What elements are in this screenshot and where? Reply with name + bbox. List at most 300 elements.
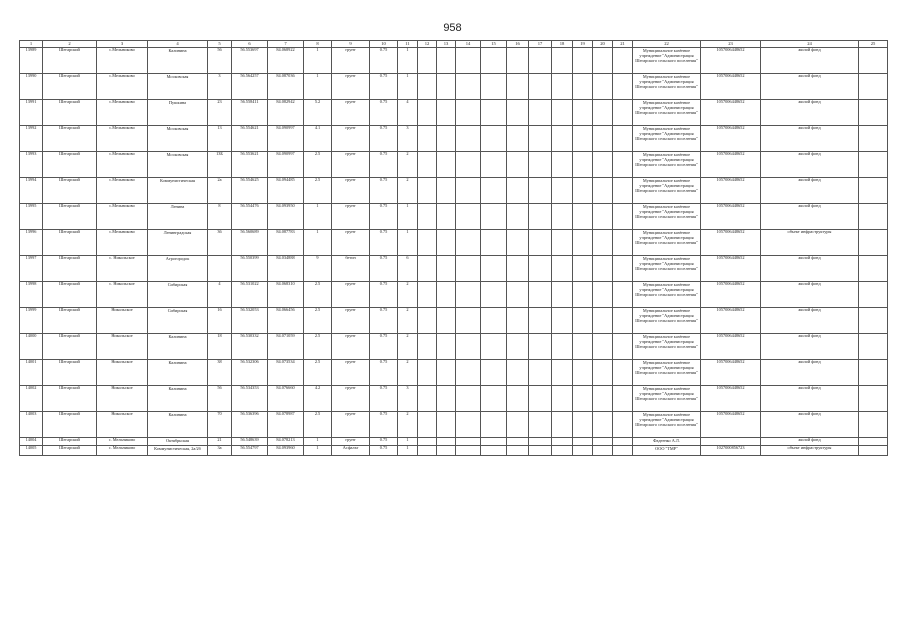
cell-owner: Муниципальное казённое учреждение "Администрация Шегарского сельского поселения" — [633, 48, 701, 74]
cell-purpose: жилой фонд — [761, 256, 859, 282]
empty-cell — [437, 445, 456, 455]
cell-purpose: жилой фонд — [761, 152, 859, 178]
cell-settlement: с. Никольское — [97, 256, 148, 282]
cell-lon: 84.078213 — [268, 438, 304, 446]
empty-cell — [437, 282, 456, 308]
column-number-cell: 17 — [529, 41, 552, 48]
cell-house: 56 — [208, 48, 232, 74]
table-row — [20, 334, 888, 360]
cell-area: 1 — [304, 48, 332, 74]
empty-cell — [552, 74, 573, 100]
cell-lon: 84.087783 — [268, 230, 304, 256]
empty-cell — [481, 445, 507, 455]
empty-cell — [552, 438, 573, 446]
table-row — [20, 438, 888, 446]
cell-district: Шегарский — [43, 126, 97, 152]
cell-settlement: с. Мельниково — [97, 438, 148, 446]
cell-ogrn — [701, 438, 761, 446]
empty-cell — [552, 152, 573, 178]
empty-cell — [552, 204, 573, 230]
cell-house: 56 — [208, 386, 232, 412]
empty-cell — [613, 282, 633, 308]
empty-cell — [529, 282, 552, 308]
empty-cell — [552, 334, 573, 360]
empty-cell — [481, 152, 507, 178]
empty-cell — [613, 412, 633, 438]
cell-settlement: Никольское — [97, 412, 148, 438]
cell-count: 4 — [398, 100, 418, 126]
empty-cell — [529, 308, 552, 334]
empty-cell — [613, 48, 633, 74]
empty-cell — [552, 282, 573, 308]
empty-cell — [481, 438, 507, 446]
cell-lat: 56.560689 — [232, 230, 268, 256]
cell-area: 1 — [304, 74, 332, 100]
empty-cell — [437, 178, 456, 204]
cell-district: Шегарский — [43, 178, 97, 204]
empty-cell — [859, 334, 888, 360]
cell-width: 0.75 — [370, 308, 398, 334]
empty-cell — [456, 308, 481, 334]
cell-lat: 56.534353 — [232, 386, 268, 412]
empty-cell — [573, 412, 593, 438]
empty-cell — [613, 204, 633, 230]
empty-cell — [593, 386, 613, 412]
empty-cell — [456, 126, 481, 152]
cell-id: 14000 — [20, 334, 43, 360]
cell-purpose: жилой фонд — [761, 126, 859, 152]
cell-ogrn: 1057006448652 — [701, 100, 761, 126]
cell-width: 0.75 — [370, 256, 398, 282]
cell-lon: 84.093950 — [268, 204, 304, 230]
cell-street: Ленинградская — [148, 230, 208, 256]
empty-cell — [613, 386, 633, 412]
empty-cell — [593, 100, 613, 126]
column-number-cell: 9 — [332, 41, 370, 48]
cell-owner: Муниципальное казённое учреждение "Администрация Шегарского сельского поселения" — [633, 100, 701, 126]
cell-street: Пушкина — [148, 100, 208, 126]
empty-cell — [859, 412, 888, 438]
cell-settlement: с.Мельниково — [97, 152, 148, 178]
cell-width: 0.75 — [370, 334, 398, 360]
cell-owner: Муниципальное казённое учреждение "Администрация Шегарского сельского поселения" — [633, 334, 701, 360]
empty-cell — [593, 360, 613, 386]
empty-cell — [507, 282, 529, 308]
column-number-cell: 5 — [208, 41, 232, 48]
empty-cell — [507, 48, 529, 74]
cell-street: Калинина — [148, 334, 208, 360]
cell-count: 1 — [398, 48, 418, 74]
cell-id: 13997 — [20, 256, 43, 282]
cell-lon: 84.094485 — [268, 178, 304, 204]
empty-cell — [437, 74, 456, 100]
cell-cover: грунт — [332, 334, 370, 360]
empty-cell — [859, 48, 888, 74]
empty-cell — [529, 178, 552, 204]
table-row — [20, 256, 888, 282]
cell-ogrn: 1057006448652 — [701, 334, 761, 360]
empty-cell — [552, 386, 573, 412]
cell-owner: Муниципальное казённое учреждение "Администрация Шегарского сельского поселения" — [633, 74, 701, 100]
empty-cell — [593, 126, 613, 152]
cell-cover: грунт — [332, 386, 370, 412]
cell-width: 0.75 — [370, 74, 398, 100]
empty-cell — [859, 386, 888, 412]
column-number-row — [20, 41, 888, 48]
cell-purpose: жилой фонд — [761, 178, 859, 204]
cell-count: 6 — [398, 256, 418, 282]
column-number-cell: 25 — [859, 41, 888, 48]
empty-cell — [456, 282, 481, 308]
column-number-cell: 7 — [268, 41, 304, 48]
cell-id: 14004 — [20, 438, 43, 446]
cell-purpose: объект инфраструктуры — [761, 445, 859, 455]
cell-street: Октябрьская — [148, 438, 208, 446]
cell-width: 0.75 — [370, 360, 398, 386]
cell-owner: Муниципальное казённое учреждение "Администрация Шегарского сельского поселения" — [633, 204, 701, 230]
cell-id: 14001 — [20, 360, 43, 386]
empty-cell — [552, 126, 573, 152]
empty-cell — [418, 256, 437, 282]
cell-width: 0.75 — [370, 178, 398, 204]
cell-cover: грунт — [332, 360, 370, 386]
cell-house: 18 — [208, 334, 232, 360]
cell-ogrn: 1057006448652 — [701, 412, 761, 438]
empty-cell — [481, 334, 507, 360]
empty-cell — [481, 386, 507, 412]
column-number-cell: 23 — [701, 41, 761, 48]
empty-cell — [456, 360, 481, 386]
cell-count: 2 — [398, 152, 418, 178]
cell-house: 4 — [208, 282, 232, 308]
table-row — [20, 74, 888, 100]
cell-house: 2а — [208, 178, 232, 204]
empty-cell — [437, 412, 456, 438]
cell-id: 13991 — [20, 100, 43, 126]
empty-cell — [418, 334, 437, 360]
cell-id: 13995 — [20, 204, 43, 230]
column-number-cell: 1 — [20, 41, 43, 48]
cell-purpose: жилой фонд — [761, 334, 859, 360]
empty-cell — [613, 438, 633, 446]
empty-cell — [529, 126, 552, 152]
cell-width: 0.75 — [370, 412, 398, 438]
cell-ogrn: 1057006448652 — [701, 204, 761, 230]
cell-count: 3 — [398, 386, 418, 412]
empty-cell — [418, 74, 437, 100]
empty-cell — [593, 178, 613, 204]
cell-lat: 56.564257 — [232, 74, 268, 100]
empty-cell — [481, 256, 507, 282]
cell-lat: 56.554625 — [232, 178, 268, 204]
empty-cell — [573, 230, 593, 256]
column-number-cell: 11 — [398, 41, 418, 48]
cell-street: Сибирская — [148, 282, 208, 308]
cell-width: 0.75 — [370, 48, 398, 74]
empty-cell — [593, 230, 613, 256]
empty-cell — [613, 126, 633, 152]
cell-lat: 56.548639 — [232, 438, 268, 446]
empty-cell — [456, 386, 481, 412]
empty-cell — [593, 204, 613, 230]
empty-cell — [507, 74, 529, 100]
cell-width: 0.75 — [370, 386, 398, 412]
cell-district: Шегарский — [43, 74, 97, 100]
empty-cell — [507, 308, 529, 334]
cell-street: Коммунистическая, 2а/2б — [148, 445, 208, 455]
empty-cell — [573, 48, 593, 74]
table-row — [20, 204, 888, 230]
cell-house: 36 — [208, 230, 232, 256]
empty-cell — [418, 204, 437, 230]
empty-cell — [573, 360, 593, 386]
cell-house: 38 — [208, 360, 232, 386]
empty-cell — [593, 334, 613, 360]
cell-district: Шегарский — [43, 334, 97, 360]
column-number-cell: 12 — [418, 41, 437, 48]
cell-lon: 84.073534 — [268, 360, 304, 386]
empty-cell — [456, 438, 481, 446]
empty-cell — [529, 334, 552, 360]
table-row — [20, 445, 888, 455]
empty-cell — [552, 100, 573, 126]
empty-cell — [481, 178, 507, 204]
empty-cell — [418, 100, 437, 126]
cell-area: 4.2 — [304, 386, 332, 412]
cell-ogrn: 1057006448652 — [701, 126, 761, 152]
cell-owner: Фадеенко А.Л. — [633, 438, 701, 446]
empty-cell — [593, 256, 613, 282]
cell-cover: грунт — [332, 412, 370, 438]
cell-id: 14003 — [20, 412, 43, 438]
empty-cell — [593, 438, 613, 446]
empty-cell — [437, 100, 456, 126]
cell-district: Шегарский — [43, 308, 97, 334]
cell-lon: 84.087036 — [268, 74, 304, 100]
register-table — [19, 40, 888, 456]
cell-id: 14002 — [20, 386, 43, 412]
empty-cell — [418, 126, 437, 152]
cell-settlement: с.Мельниково — [97, 100, 148, 126]
cell-cover: Асфальт — [332, 445, 370, 455]
table-row — [20, 360, 888, 386]
empty-cell — [613, 74, 633, 100]
empty-cell — [418, 386, 437, 412]
cell-settlement: Никольское — [97, 360, 148, 386]
cell-street: Калинина — [148, 48, 208, 74]
empty-cell — [507, 152, 529, 178]
cell-settlement: с.Мельниково — [97, 230, 148, 256]
cell-cover: грунт — [332, 204, 370, 230]
cell-count: 1 — [398, 204, 418, 230]
empty-cell — [859, 100, 888, 126]
empty-cell — [529, 445, 552, 455]
empty-cell — [456, 204, 481, 230]
cell-house: 13 — [208, 126, 232, 152]
table-row — [20, 126, 888, 152]
cell-cover: грунт — [332, 152, 370, 178]
empty-cell — [481, 48, 507, 74]
empty-cell — [507, 100, 529, 126]
cell-purpose: жилой фонд — [761, 74, 859, 100]
empty-cell — [437, 360, 456, 386]
cell-count: 1 — [398, 445, 418, 455]
empty-cell — [593, 74, 613, 100]
cell-id: 13990 — [20, 74, 43, 100]
cell-ogrn: 1057006448652 — [701, 178, 761, 204]
empty-cell — [573, 438, 593, 446]
cell-count: 2 — [398, 178, 418, 204]
cell-house: 70 — [208, 412, 232, 438]
table-row — [20, 100, 888, 126]
column-number-cell: 6 — [232, 41, 268, 48]
cell-lon: 84.082942 — [268, 100, 304, 126]
empty-cell — [437, 48, 456, 74]
empty-cell — [529, 438, 552, 446]
cell-ogrn: 1057006448652 — [701, 386, 761, 412]
empty-cell — [418, 445, 437, 455]
empty-cell — [859, 126, 888, 152]
cell-id: 13999 — [20, 308, 43, 334]
cell-id: 13993 — [20, 152, 43, 178]
cell-settlement: Никольское — [97, 308, 148, 334]
cell-area: 2.5 — [304, 178, 332, 204]
empty-cell — [859, 256, 888, 282]
cell-district: Шегарский — [43, 152, 97, 178]
cell-count: 1 — [398, 230, 418, 256]
column-number-cell: 13 — [437, 41, 456, 48]
empty-cell — [613, 360, 633, 386]
empty-cell — [573, 386, 593, 412]
cell-settlement: с. Мельниково — [97, 445, 148, 455]
empty-cell — [418, 282, 437, 308]
cell-purpose: объект инфраструктуры — [761, 230, 859, 256]
cell-street: Калинина — [148, 386, 208, 412]
empty-cell — [552, 445, 573, 455]
column-number-cell: 3 — [97, 41, 148, 48]
empty-cell — [613, 308, 633, 334]
empty-cell — [507, 204, 529, 230]
empty-cell — [859, 230, 888, 256]
cell-lat: 56.530332 — [232, 334, 268, 360]
column-number-cell: 10 — [370, 41, 398, 48]
cell-district: Шегарский — [43, 445, 97, 455]
cell-purpose: жилой фонд — [761, 48, 859, 74]
cell-lon: 84.068922 — [268, 48, 304, 74]
cell-house: 8 — [208, 204, 232, 230]
empty-cell — [529, 100, 552, 126]
empty-cell — [573, 334, 593, 360]
cell-purpose: жилой фонд — [761, 204, 859, 230]
empty-cell — [552, 230, 573, 256]
empty-cell — [613, 256, 633, 282]
cell-width: 0.75 — [370, 282, 398, 308]
empty-cell — [481, 100, 507, 126]
empty-cell — [593, 445, 613, 455]
cell-area: 1 — [304, 438, 332, 446]
cell-street: Сибирская — [148, 308, 208, 334]
cell-district: Шегарский — [43, 100, 97, 126]
cell-ogrn: 1057006448652 — [701, 308, 761, 334]
empty-cell — [437, 230, 456, 256]
empty-cell — [507, 334, 529, 360]
empty-cell — [481, 360, 507, 386]
empty-cell — [613, 445, 633, 455]
cell-house: 21 — [208, 438, 232, 446]
cell-street: Московская — [148, 74, 208, 100]
cell-area: 2.5 — [304, 412, 332, 438]
empty-cell — [507, 230, 529, 256]
cell-lat: 56.554797 — [232, 445, 268, 455]
empty-cell — [481, 74, 507, 100]
empty-cell — [456, 152, 481, 178]
cell-area: 2.5 — [304, 152, 332, 178]
cell-ogrn: 1057006448652 — [701, 360, 761, 386]
empty-cell — [507, 256, 529, 282]
cell-owner: Муниципальное казённое учреждение "Администрация Шегарского сельского поселения" — [633, 412, 701, 438]
cell-purpose: жилой фонд — [761, 282, 859, 308]
empty-cell — [859, 308, 888, 334]
table-row — [20, 178, 888, 204]
empty-cell — [437, 256, 456, 282]
column-number-cell: 16 — [507, 41, 529, 48]
empty-cell — [529, 360, 552, 386]
empty-cell — [481, 308, 507, 334]
cell-count: 3 — [398, 126, 418, 152]
cell-id: 13994 — [20, 178, 43, 204]
cell-lat: 56.554621 — [232, 126, 268, 152]
cell-owner: Муниципальное казённое учреждение "Администрация Шегарского сельского поселения" — [633, 360, 701, 386]
cell-house: 3а — [208, 445, 232, 455]
column-number-cell: 15 — [481, 41, 507, 48]
cell-lon: 84.078987 — [268, 412, 304, 438]
empty-cell — [593, 48, 613, 74]
column-number-cell: 24 — [761, 41, 859, 48]
cell-house: 23 — [208, 100, 232, 126]
cell-cover: грунт — [332, 126, 370, 152]
empty-cell — [507, 360, 529, 386]
cell-width: 0.75 — [370, 204, 398, 230]
cell-count: 2 — [398, 282, 418, 308]
empty-cell — [418, 438, 437, 446]
cell-street: Агрогородок — [148, 256, 208, 282]
cell-owner: Муниципальное казённое учреждение "Администрация Шегарского сельского поселения" — [633, 126, 701, 152]
empty-cell — [613, 334, 633, 360]
empty-cell — [573, 204, 593, 230]
empty-cell — [552, 178, 573, 204]
empty-cell — [507, 178, 529, 204]
table-row — [20, 152, 888, 178]
empty-cell — [529, 48, 552, 74]
empty-cell — [481, 204, 507, 230]
column-number-cell: 18 — [552, 41, 573, 48]
empty-cell — [529, 204, 552, 230]
empty-cell — [418, 412, 437, 438]
cell-cover: грунт — [332, 48, 370, 74]
empty-cell — [437, 204, 456, 230]
cell-ogrn: 1057006448652 — [701, 74, 761, 100]
empty-cell — [437, 308, 456, 334]
cell-ogrn: 1057006448652 — [701, 152, 761, 178]
cell-district: Шегарский — [43, 230, 97, 256]
cell-lon: 84.034888 — [268, 256, 304, 282]
cell-cover: грунт — [332, 100, 370, 126]
table-row — [20, 48, 888, 74]
empty-cell — [437, 386, 456, 412]
cell-width: 0.75 — [370, 438, 398, 446]
empty-cell — [529, 152, 552, 178]
table-row — [20, 282, 888, 308]
